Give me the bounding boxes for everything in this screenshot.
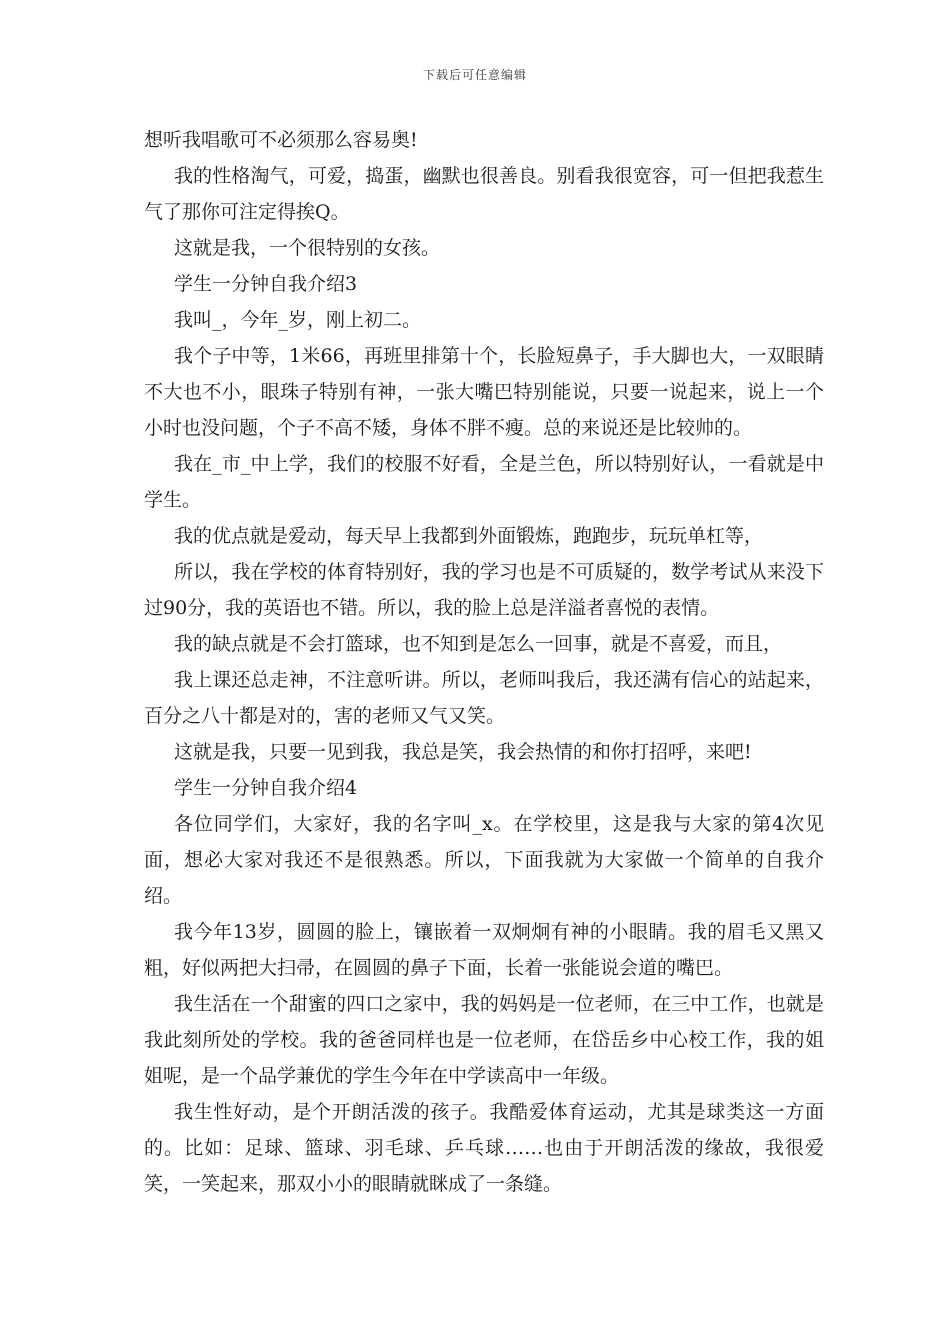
paragraph: 我上课还总走神，不注意听讲。所以，老师叫我后，我还满有信心的站起来，百分之八十都是对的，害的老师又气又笑。: [144, 669, 824, 727]
section-heading: 学生一分钟自我介绍4: [174, 777, 358, 799]
paragraph: 我的性格淘气，可爱，捣蛋，幽默也很善良。别看我很宽容，可一但把我惹生气了那你可注定得挨Q。: [144, 165, 824, 223]
paragraph: 我的缺点就是不会打篮球，也不知到是怎么一回事，就是不喜爱，而且，: [174, 633, 783, 655]
paragraph: 我的优点就是爱动，每天早上我都到外面锻炼，跑跑步，玩玩单杠等，: [174, 525, 764, 547]
paragraph: 我个子中等，1米66，再班里排第十个，长脸短鼻子，手大脚也大，一双眼睛不大也不小，眼珠子特别有神，一张大嘴巴特别能说，只要一说起来，说上一个小时也没问题，个子不高不矮，身体不胖不瘦。总的来说还是比较帅的。: [144, 345, 824, 439]
page-header: 下载后可任意编辑: [422, 68, 527, 82]
paragraph: 这就是我，只要一见到我，我总是笑，我会热情的和你打招呼，来吧!: [174, 741, 752, 763]
paragraph: 想听我唱歌可不必须那么容易奥!: [144, 129, 418, 151]
paragraph: 我生活在一个甜蜜的四口之家中，我的妈妈是一位老师，在三中工作，也就是我此刻所处的学校。我的爸爸同样也是一位老师，在岱岳乡中心校工作，我的姐姐呢，是一个品学兼优的学生今年在中学读高中一年级。: [144, 993, 824, 1087]
paragraph: 所以，我在学校的体育特别好，我的学习也是不可质疑的，数学考试从来没下过90分，我的英语也不错。所以，我的脸上总是洋溢者喜悦的表情。: [144, 561, 824, 619]
paragraph: 这就是我，一个很特别的女孩。: [174, 237, 441, 259]
paragraph: 我在_市_中上学，我们的校服不好看，全是兰色，所以特别好认，一看就是中学生。: [144, 453, 824, 511]
paragraph: 我叫_，今年_岁，刚上初二。: [174, 309, 422, 331]
paragraph: 我生性好动，是个开朗活泼的孩子。我酷爱体育运动，尤其是球类这一方面的。比如：足球、篮球、羽毛球、乒乓球……也由于开朗活泼的缘故，我很爱笑，一笑起来，那双小小的眼睛就眯成了一条缝。: [144, 1101, 824, 1195]
paragraph: 我今年13岁，圆圆的脸上，镶嵌着一双炯炯有神的小眼睛。我的眉毛又黑又粗，好似两把大扫帚，在圆圆的鼻子下面，长着一张能说会道的嘴巴。: [144, 921, 824, 979]
section-heading: 学生一分钟自我介绍3: [174, 273, 358, 295]
document-body: [144, 122, 824, 1202]
paragraph: 各位同学们，大家好，我的名字叫_x。在学校里，这是我与大家的第4次见面，想必大家对我还不是很熟悉。所以，下面我就为大家做一个简单的自我介绍。: [144, 813, 824, 907]
